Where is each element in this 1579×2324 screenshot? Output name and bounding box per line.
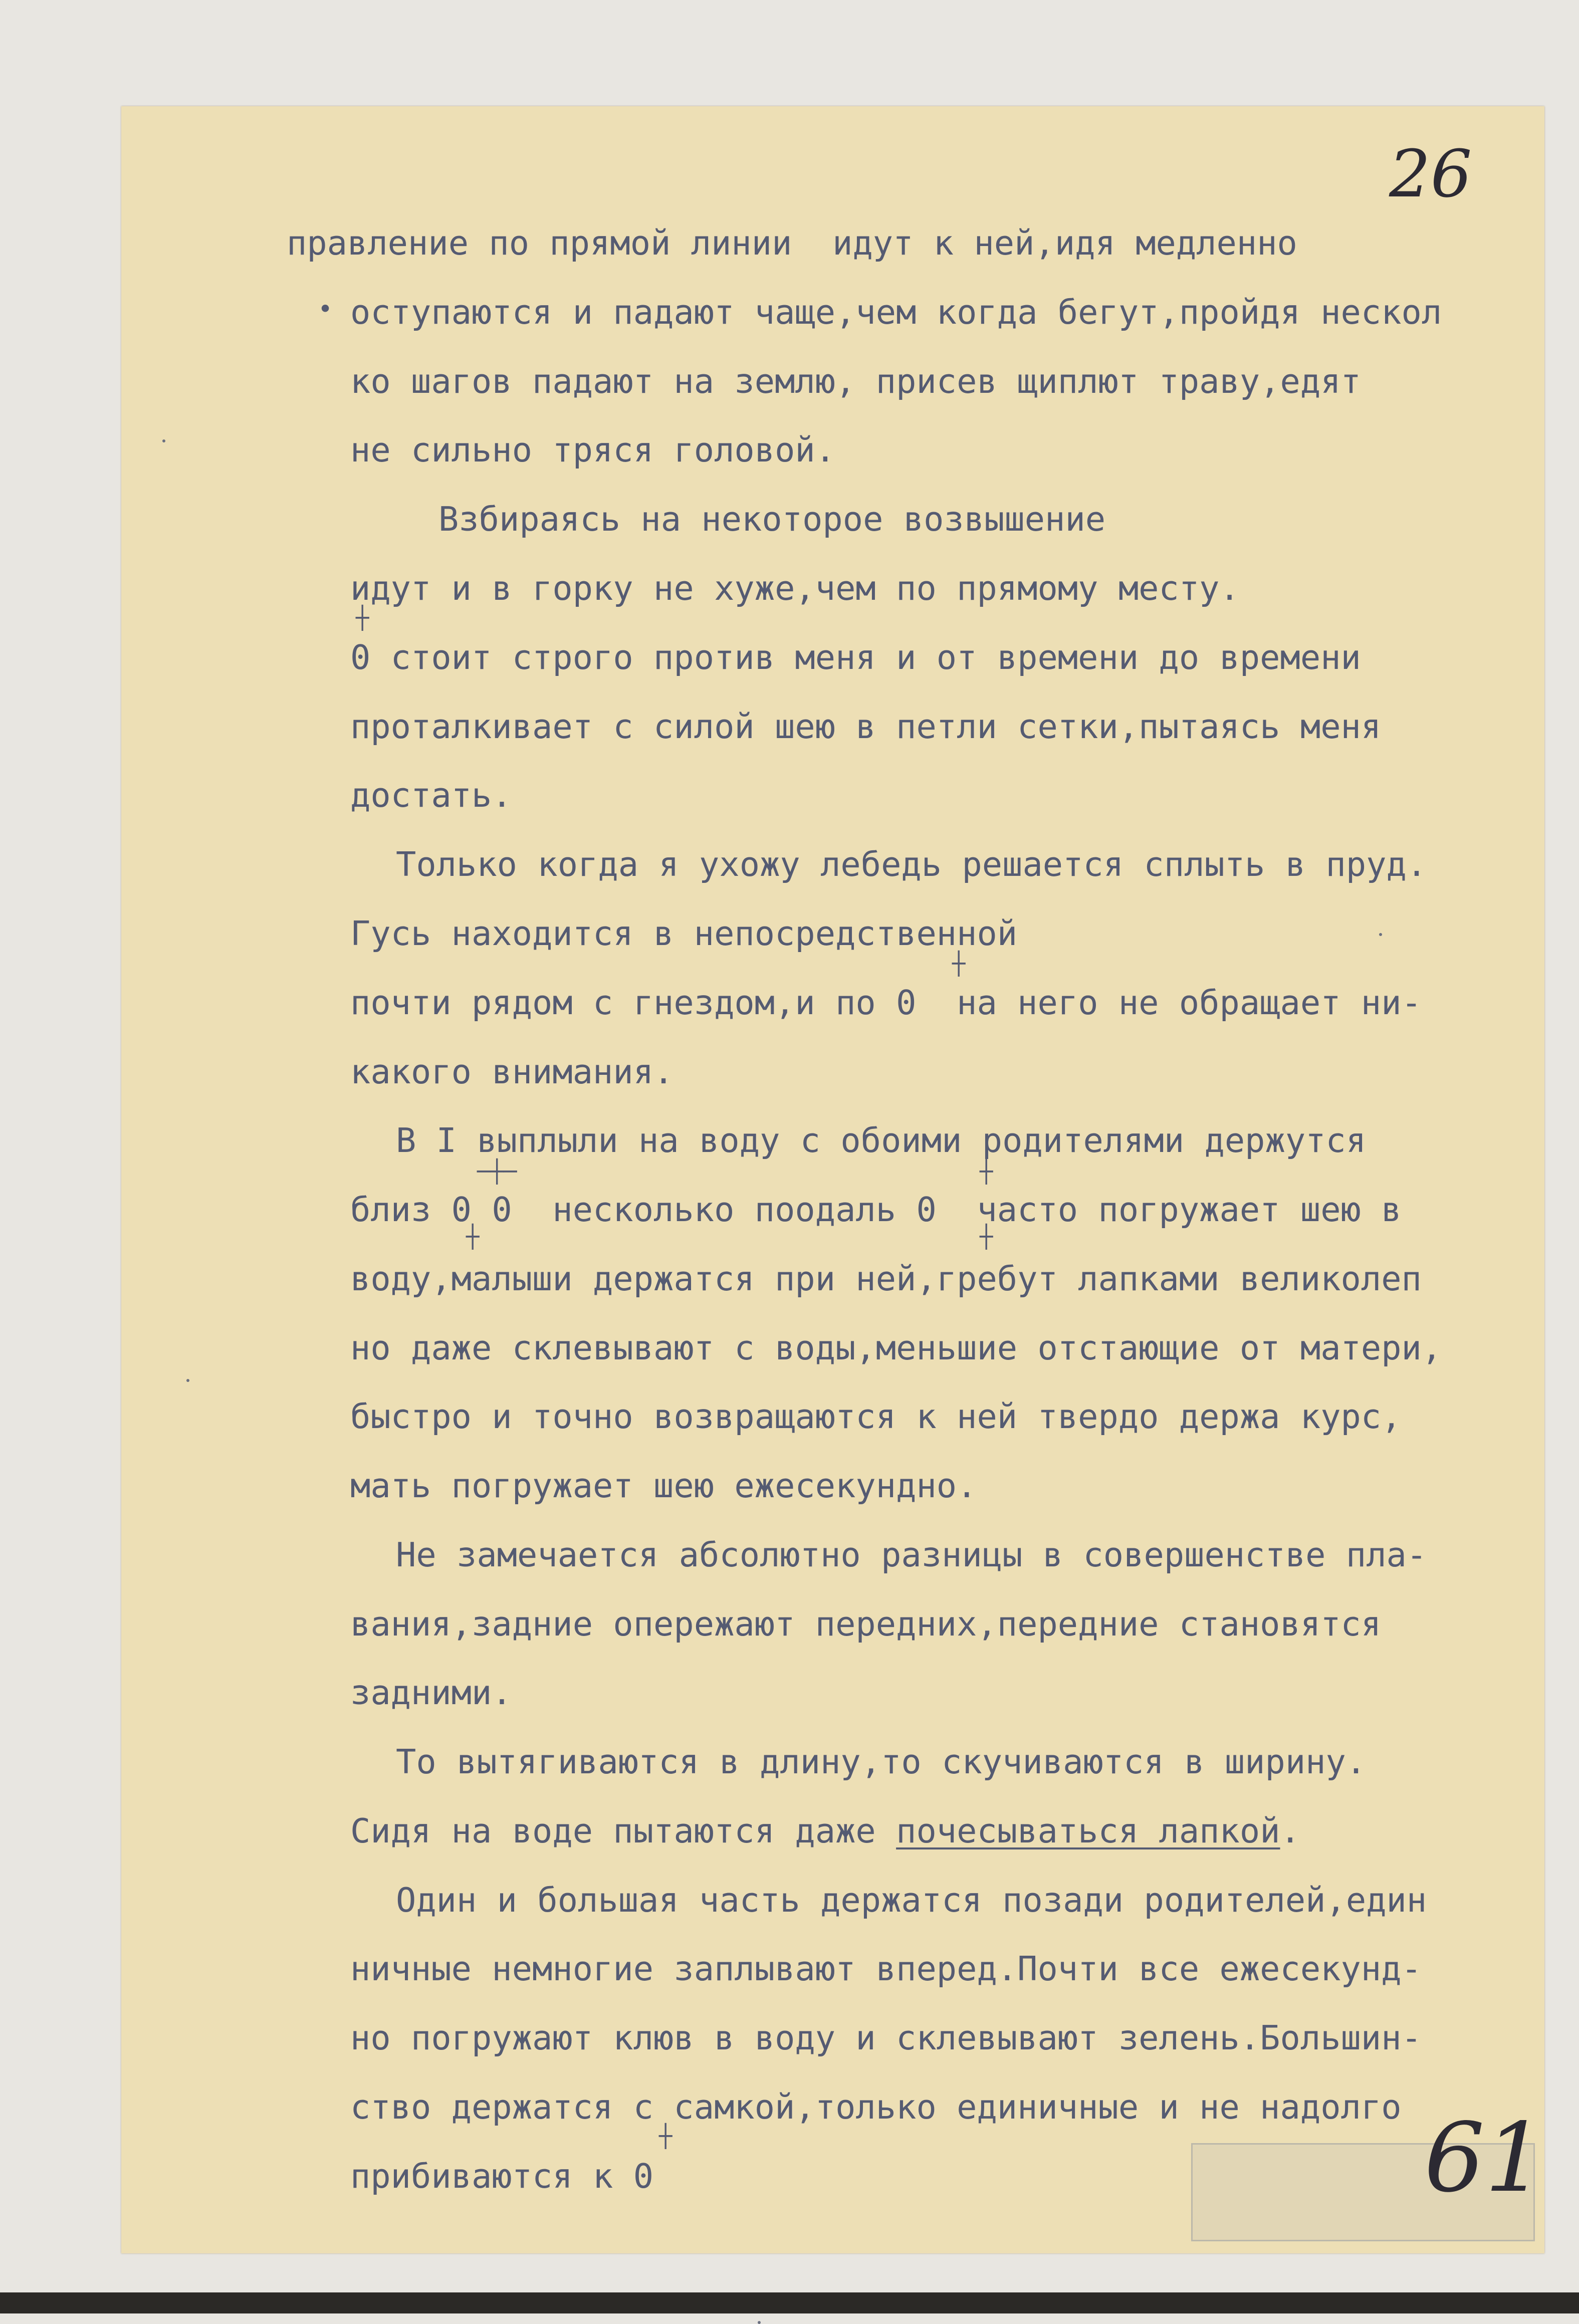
text-line-21: вания,задние опережают передних,передние становятся xyxy=(350,1604,1382,1644)
text-line-5: Взбираясь на некоторое возвышение xyxy=(438,500,1106,539)
female-symbol-mark: ┼ xyxy=(952,951,966,977)
text-line-29: прибиваются к 0 xyxy=(350,2157,654,2196)
female-symbol-mark: ┼ xyxy=(466,1224,480,1250)
text-line-25: Один и большая часть держатся позади родителей,един xyxy=(396,1881,1427,1920)
female-symbol-mark: ┼ xyxy=(980,1159,993,1185)
text-line-19: мать погружает шею ежесекундно. xyxy=(350,1466,977,1505)
text-line-18: быстро и точно возвращаются к ней твердо держа курс, xyxy=(350,1397,1402,1436)
text-line-3: ко шагов падают на землю, присев щиплют траву,едят xyxy=(350,362,1361,401)
text-line-11: Гусь находится в непосредственной xyxy=(350,914,1018,953)
text-line-23: То вытягиваются в длину,то скучиваются в ширину. xyxy=(396,1742,1367,1781)
text-line-8: проталкивает с силой шею в петли сетки,пытаясь меня xyxy=(350,707,1382,746)
scan-speck xyxy=(758,2321,761,2324)
text-line-26: ничные немногие заплывают вперед.Почти все ежесекунд- xyxy=(350,1949,1422,1988)
text-line-6: идут и в горку не хуже,чем по прямому месту. xyxy=(350,569,1240,608)
underlined-phrase: почесываться лапкой xyxy=(896,1811,1280,1850)
text-line-22: задними. xyxy=(350,1673,512,1712)
text-line-7: 0 стоит строго против меня и от времени до времени xyxy=(350,638,1361,677)
text-line-20: Не замечается абсолютно разницы в совершенстве пла- xyxy=(396,1535,1427,1574)
text-line-10: Только когда я ухожу лебедь решается сплыть в пруд. xyxy=(396,845,1427,884)
text-line-28: ство держатся с самкой,только единичные и не надолго xyxy=(350,2087,1402,2127)
folio-number-bottom: 61 xyxy=(1424,2103,1545,2213)
folio-number-top: 26 xyxy=(1389,136,1472,212)
scan-speck xyxy=(186,1379,189,1382)
text-line-1: правление по прямой линии идут к ней,идя медленно xyxy=(287,223,1297,263)
line-end-period: . xyxy=(1280,1811,1300,1850)
text-line-24-start: Сидя на воде пытаются даже xyxy=(350,1811,896,1850)
text-line-12: почти рядом с гнездом,и по 0 на него не обращает ни- xyxy=(350,983,1422,1022)
text-line-24 xyxy=(350,1811,1300,1851)
text-line-9: достать. xyxy=(350,776,512,815)
text-line-4: не сильно тряся головой. xyxy=(350,430,836,470)
scan-speck xyxy=(162,439,165,442)
female-symbol-mark: ┼ xyxy=(980,1224,993,1250)
female-symbol-mark: ┼ xyxy=(356,605,369,631)
text-line-2: оступаются и падают чаще,чем когда бегут,пройдя нескол xyxy=(350,293,1442,332)
text-line-16: воду,малыши держатся при ней,гребут лапками великолеп xyxy=(350,1259,1422,1298)
text-line-17: но даже склевывают с воды,меньшие отстающие от матери, xyxy=(350,1328,1442,1367)
text-line-14: В I выплыли на воду с обоими родителями держутся xyxy=(396,1121,1367,1160)
scan-bottom-edge xyxy=(0,2292,1579,2313)
female-symbol-mark: ┼ xyxy=(659,2124,672,2149)
text-line-27: но погружают клюв в воду и склевывают зелень.Большин- xyxy=(350,2018,1422,2057)
margin-dot: • xyxy=(318,295,333,324)
text-line-15: близ 0 0 несколько поодаль 0 часто погружает шею в xyxy=(350,1190,1402,1229)
document-page xyxy=(121,106,1544,2253)
scan-speck xyxy=(1379,933,1382,936)
male-symbol-mark: ─┼─ xyxy=(477,1159,517,1185)
text-line-13: какого внимания. xyxy=(350,1052,674,1091)
